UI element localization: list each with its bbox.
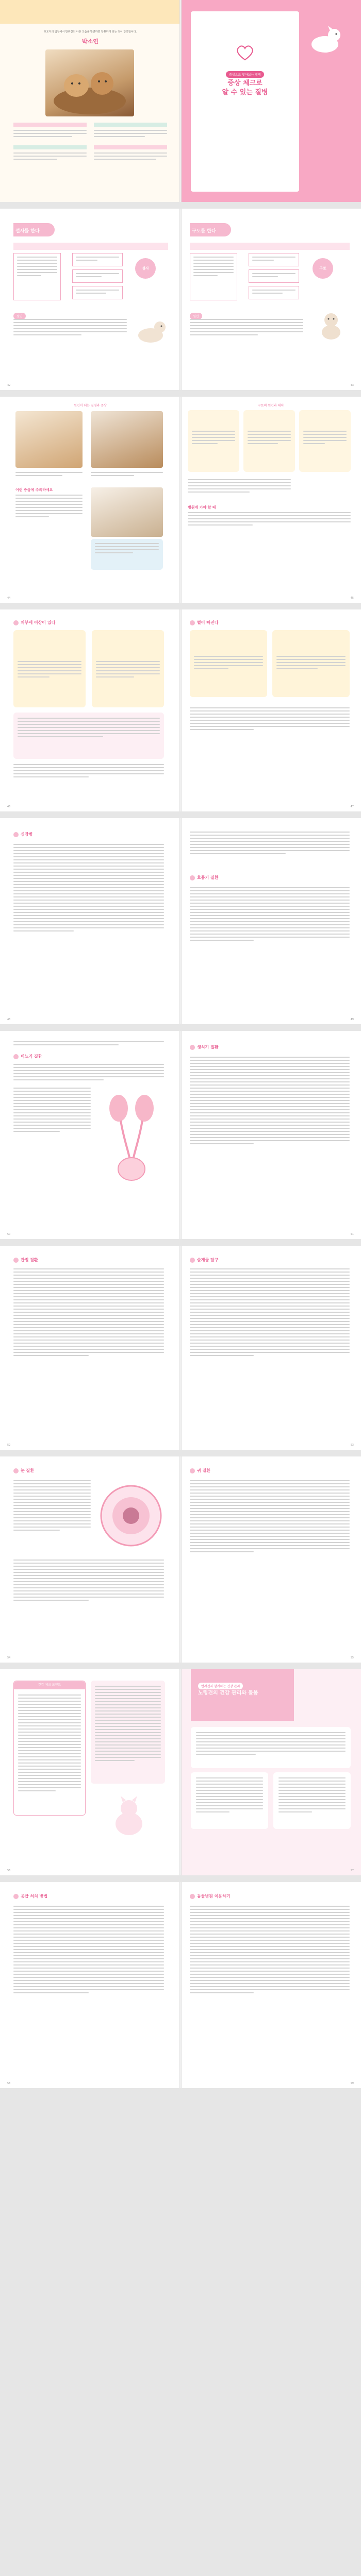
paw-icon bbox=[13, 1894, 19, 1899]
chapter-opener-page bbox=[180, 0, 361, 202]
caption-text bbox=[15, 472, 83, 478]
page-number: 50 bbox=[7, 1233, 11, 1236]
body-text bbox=[13, 319, 127, 337]
page-number: 59 bbox=[350, 2082, 354, 2085]
spread-8 bbox=[0, 1456, 361, 1663]
spread-7 bbox=[0, 1246, 361, 1450]
flow-header bbox=[13, 243, 168, 250]
checklist-box bbox=[13, 1681, 86, 1816]
intro-grid-header-right bbox=[94, 145, 167, 149]
left-page bbox=[0, 1246, 180, 1450]
gutter bbox=[179, 1882, 182, 2088]
right-page bbox=[180, 818, 361, 1024]
paw-icon bbox=[190, 1468, 195, 1473]
section-label: 원인 bbox=[190, 310, 202, 319]
right-page bbox=[180, 1031, 361, 1239]
section-heading: 귀 질환 bbox=[190, 1468, 210, 1473]
section-heading: 동물병원 이용하기 bbox=[190, 1893, 231, 1899]
section-title: 노령견의 건강 관리와 돌봄 bbox=[198, 1690, 258, 1696]
gutter bbox=[179, 0, 182, 202]
dog-icon bbox=[45, 49, 134, 116]
paw-icon bbox=[13, 1468, 19, 1473]
intro-info-grid bbox=[13, 123, 167, 174]
section-heading: 생식기 질환 bbox=[190, 1044, 218, 1050]
left-page bbox=[0, 609, 180, 811]
chapter-tag-wrap bbox=[191, 68, 299, 78]
note-title: 이런 증상에 주의하세요 bbox=[15, 488, 53, 492]
dog-illustration-icon bbox=[316, 307, 347, 343]
chapter-title-line-2: 알 수 있는 질병 bbox=[222, 89, 268, 96]
intro-grid-header-right bbox=[94, 123, 167, 127]
body-text bbox=[13, 1560, 164, 1603]
dog-photo bbox=[91, 487, 163, 537]
right-page bbox=[180, 1456, 361, 1663]
page-number: 51 bbox=[350, 1233, 354, 1236]
spread-10 bbox=[0, 1882, 361, 2088]
page-heading: 구토를 한다 bbox=[192, 229, 216, 234]
left-page bbox=[0, 1669, 180, 1875]
urinary-system-icon bbox=[98, 1088, 165, 1191]
right-page bbox=[180, 609, 361, 811]
body-text bbox=[190, 319, 303, 337]
gutter bbox=[179, 1456, 182, 1663]
page-number: 48 bbox=[7, 1018, 11, 1021]
title-tag: 반려견과 함께하는 건강 관리 bbox=[198, 1683, 243, 1689]
spread-6 bbox=[0, 1031, 361, 1239]
page-heading: 설사를 한다 bbox=[15, 229, 40, 234]
heart-icon bbox=[235, 42, 255, 63]
body-text bbox=[15, 495, 83, 519]
cause-box bbox=[249, 269, 299, 283]
intro-text-block bbox=[94, 130, 167, 139]
body-text bbox=[13, 1268, 164, 1358]
body-text bbox=[190, 1480, 350, 1554]
body-text bbox=[95, 1686, 161, 1763]
intro-top-band bbox=[0, 0, 180, 24]
cat-illustration-icon bbox=[108, 1793, 150, 1839]
cause-box bbox=[72, 286, 123, 299]
info-card bbox=[299, 410, 351, 472]
spread-4 bbox=[0, 609, 361, 811]
body-text bbox=[13, 764, 164, 779]
paw-icon bbox=[190, 1894, 195, 1899]
section-heading: 털이 빠진다 bbox=[190, 620, 218, 625]
intro-text-block bbox=[94, 152, 167, 162]
info-card bbox=[272, 630, 350, 697]
page-number: 55 bbox=[350, 1656, 354, 1659]
intro-caption: 보호자의 입장에서 반려견의 아픈 모습을 발견하면 당황하게 되는 것이 당연합니다. bbox=[43, 30, 137, 33]
dog-illustration-icon bbox=[133, 315, 169, 346]
info-card bbox=[188, 410, 239, 472]
gutter bbox=[179, 1031, 182, 1239]
info-card bbox=[191, 1772, 268, 1829]
info-card bbox=[243, 410, 295, 472]
paw-icon bbox=[13, 1258, 19, 1263]
gutter bbox=[179, 397, 182, 603]
spread-3 bbox=[0, 397, 361, 603]
gutter bbox=[179, 209, 182, 390]
page-number: 46 bbox=[7, 805, 11, 808]
info-card bbox=[91, 1681, 165, 1784]
cause-box bbox=[72, 269, 123, 283]
info-card bbox=[190, 630, 267, 697]
dog-photo bbox=[15, 411, 83, 468]
body-text bbox=[13, 1906, 164, 1995]
section-heading: 심장병 bbox=[13, 832, 32, 837]
body-text bbox=[190, 832, 350, 856]
body-text bbox=[188, 479, 291, 495]
page-number: 45 bbox=[350, 597, 354, 600]
symptom-badge: 설사 bbox=[135, 258, 156, 279]
page-number: 42 bbox=[7, 384, 11, 387]
title-tag-wrap bbox=[198, 1680, 243, 1689]
paw-icon bbox=[190, 620, 195, 625]
symptom-box bbox=[13, 253, 61, 300]
gutter bbox=[179, 1669, 182, 1875]
author-name: 박소연 bbox=[82, 38, 99, 45]
body-text bbox=[188, 512, 351, 528]
caption-text bbox=[91, 472, 163, 478]
dog-illustration-icon bbox=[304, 21, 346, 57]
left-page bbox=[0, 818, 180, 1024]
title-band bbox=[191, 1669, 294, 1721]
chapter-tag: 증상으로 찾아보는 질병 bbox=[226, 71, 264, 78]
eye-anatomy-icon bbox=[95, 1477, 167, 1554]
note-title: 병원에 가야 할 때 bbox=[188, 505, 216, 510]
right-page bbox=[180, 397, 361, 603]
body-text bbox=[190, 707, 350, 732]
section-heading: 관절 질환 bbox=[13, 1257, 38, 1263]
box-title: 원인이 되는 질병과 증상 bbox=[74, 404, 107, 408]
body-text bbox=[190, 1057, 350, 1146]
vomit-page bbox=[180, 209, 361, 390]
body-text bbox=[13, 1088, 91, 1134]
cause-box bbox=[72, 253, 123, 266]
page-number: 49 bbox=[350, 1018, 354, 1021]
right-page bbox=[180, 1246, 361, 1450]
section-label: 원인 bbox=[13, 310, 38, 319]
paw-icon bbox=[13, 832, 19, 837]
gutter bbox=[179, 818, 182, 1024]
paw-icon bbox=[190, 1258, 195, 1263]
left-page bbox=[0, 1031, 180, 1239]
chapter-title-line-1: 증상 체크로 bbox=[227, 79, 262, 87]
body-text bbox=[13, 1041, 164, 1047]
cause-box bbox=[249, 286, 299, 299]
section-heading: 슬개골 탈구 bbox=[190, 1257, 218, 1263]
page-number: 58 bbox=[7, 2082, 11, 2085]
box-title: 구토의 원인과 대처 bbox=[257, 404, 284, 408]
page-number: 43 bbox=[350, 384, 354, 387]
info-card bbox=[13, 713, 164, 759]
info-card bbox=[92, 630, 164, 707]
symptom-box bbox=[190, 253, 237, 300]
section-heading: 눈 질환 bbox=[13, 1468, 34, 1473]
paw-icon bbox=[13, 620, 19, 625]
dog-food-photo bbox=[91, 411, 163, 468]
section-heading: 피부에 이상이 있다 bbox=[13, 620, 55, 625]
page-number: 53 bbox=[350, 1444, 354, 1447]
chapter-card bbox=[191, 11, 299, 192]
body-text bbox=[18, 1694, 81, 1793]
tip-card bbox=[91, 539, 163, 570]
spread-5 bbox=[0, 818, 361, 1024]
info-card bbox=[191, 1727, 351, 1768]
body-text bbox=[190, 1268, 350, 1358]
symptom-badge: 구토 bbox=[313, 258, 333, 279]
flow-header bbox=[190, 243, 350, 250]
body-text bbox=[13, 844, 164, 934]
cause-box bbox=[249, 253, 299, 266]
diarrhea-page bbox=[0, 209, 180, 390]
intro-grid-header-left bbox=[13, 123, 87, 127]
left-page bbox=[0, 1882, 180, 2088]
page-number: 44 bbox=[7, 597, 11, 600]
section-heading: 비뇨기 질환 bbox=[13, 1054, 42, 1059]
gutter bbox=[179, 609, 182, 811]
body-text bbox=[13, 1480, 91, 1533]
section-heading: 호흡기 질환 bbox=[190, 875, 218, 880]
right-page bbox=[180, 1882, 361, 2088]
paw-icon bbox=[13, 1054, 19, 1059]
box-title: 건강 체크 포인트 bbox=[14, 1681, 85, 1689]
info-card bbox=[13, 630, 86, 707]
page-number: 54 bbox=[7, 1656, 11, 1659]
right-page bbox=[180, 1669, 361, 1875]
intro-text-block bbox=[13, 152, 87, 162]
left-page bbox=[0, 397, 180, 603]
intro-grid-header-left bbox=[13, 145, 87, 149]
paw-icon bbox=[190, 875, 195, 880]
left-page bbox=[0, 1456, 180, 1663]
spread-9 bbox=[0, 1669, 361, 1875]
section-heading: 응급 처치 방법 bbox=[13, 1893, 47, 1899]
spread-2 bbox=[0, 209, 361, 390]
body-text bbox=[190, 1906, 350, 1995]
page-number: 56 bbox=[7, 1869, 11, 1872]
paw-icon bbox=[190, 1045, 195, 1050]
intro-text-block bbox=[13, 130, 87, 139]
basket-dogs-photo bbox=[45, 49, 134, 116]
body-text bbox=[13, 1064, 164, 1082]
page-number: 52 bbox=[7, 1444, 11, 1447]
page-number: 57 bbox=[350, 1869, 354, 1872]
intro-page bbox=[0, 0, 180, 202]
spread-1 bbox=[0, 0, 361, 202]
info-card bbox=[273, 1772, 351, 1829]
gutter bbox=[179, 1246, 182, 1450]
body-text bbox=[190, 887, 350, 943]
page-number: 47 bbox=[350, 805, 354, 808]
